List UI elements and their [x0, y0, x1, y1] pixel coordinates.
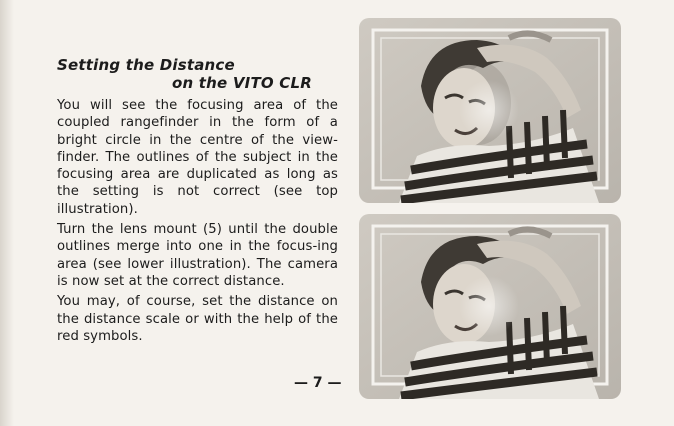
heading-line-1: Setting the Distance [57, 56, 235, 74]
body-text [57, 97, 338, 348]
paragraph-3: You may, of course, set the distance on the distance scale or with the help of the red symbols. [57, 294, 338, 344]
heading-line-2: on the VITO CLR [172, 74, 312, 92]
page-number: — 7 — [294, 375, 342, 391]
paragraph-1: You will see the focusing area of the coupled rangefinder in the form of a bright circle in the centre of the view-finder. The outlines of the subject in the focusing area are duplicated as long as the setting is not correct (see top illustration). [57, 98, 338, 217]
page-binding-shadow [0, 0, 14, 426]
viewfinder-photo-sharp-image-icon [359, 214, 621, 399]
paragraph-2: Turn the lens mount (5) until the double outlines merge into one in the focus-ing area (see lower illustration). The camera is now set at the correct distance. [57, 222, 338, 289]
viewfinder-photo-double-image-icon [359, 18, 621, 203]
